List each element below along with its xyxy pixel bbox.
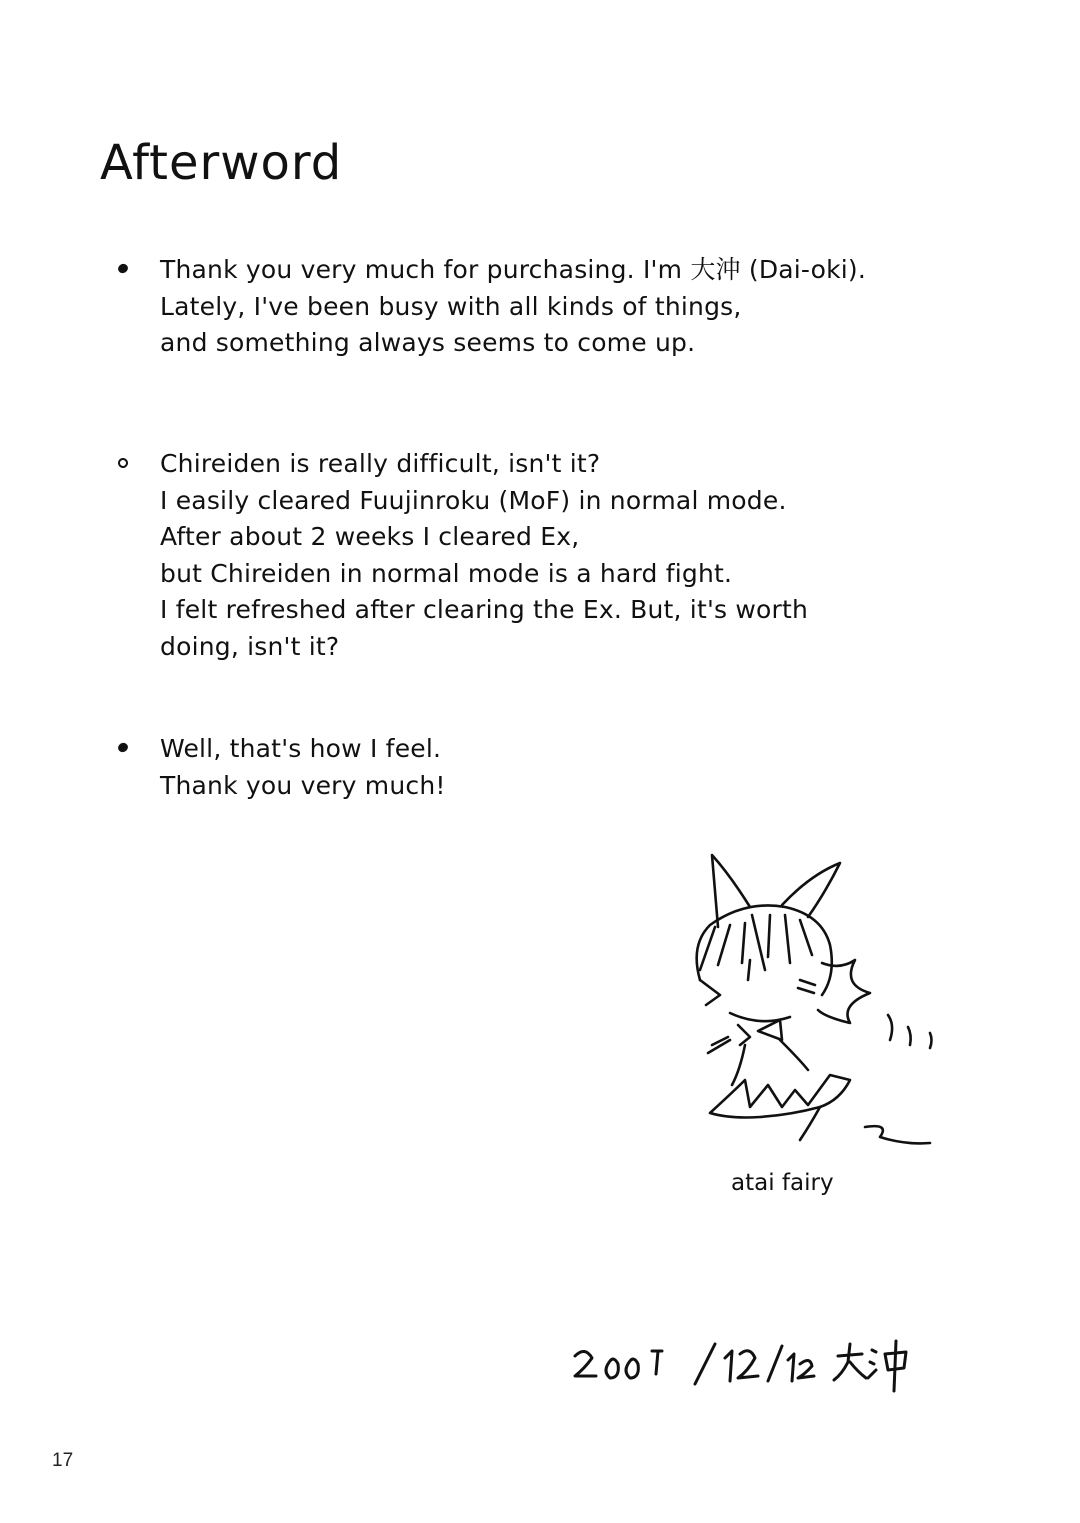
- paragraph-line: doing, isn't it?: [160, 631, 340, 661]
- paragraph-line: Chireiden is really difficult, isn't it?: [160, 449, 601, 478]
- paragraph-line: Thank you very much for purchasing. I'm 大沖 (Dai-oki).: [160, 255, 867, 284]
- bullet-icon: [116, 262, 129, 275]
- paragraph-line: Lately, I've been busy with all kinds of things,: [160, 291, 742, 321]
- paragraph-line: I felt refreshed after clearing the Ex. But, it's worth: [160, 595, 809, 624]
- paragraph-line: and something always seems to come up.: [160, 328, 696, 357]
- afterword-paragraph-3: [118, 731, 1018, 804]
- paragraph-line: but Chireiden in normal mode is a hard fight.: [160, 558, 733, 588]
- afterword-paragraph-1: [118, 252, 1018, 362]
- bullet-icon: [116, 456, 130, 470]
- paragraph-line: I easily cleared Fuujinroku (MoF) in normal mode.: [160, 485, 787, 515]
- page-title: Afterword: [100, 135, 343, 191]
- signature-text: [575, 1340, 850, 1389]
- illustration-caption: atai fairy: [731, 1170, 834, 1196]
- bullet-icon: [116, 741, 129, 754]
- paragraph-line: Thank you very much!: [160, 770, 446, 800]
- paragraph-line: Well, that's how I feel.: [160, 734, 442, 763]
- chibi-fairy-sketch-icon: [690, 845, 940, 1155]
- page-number: 17: [52, 1450, 74, 1471]
- afterword-paragraph-2: [118, 446, 1018, 665]
- paragraph-line: After about 2 weeks I cleared Ex,: [160, 522, 580, 551]
